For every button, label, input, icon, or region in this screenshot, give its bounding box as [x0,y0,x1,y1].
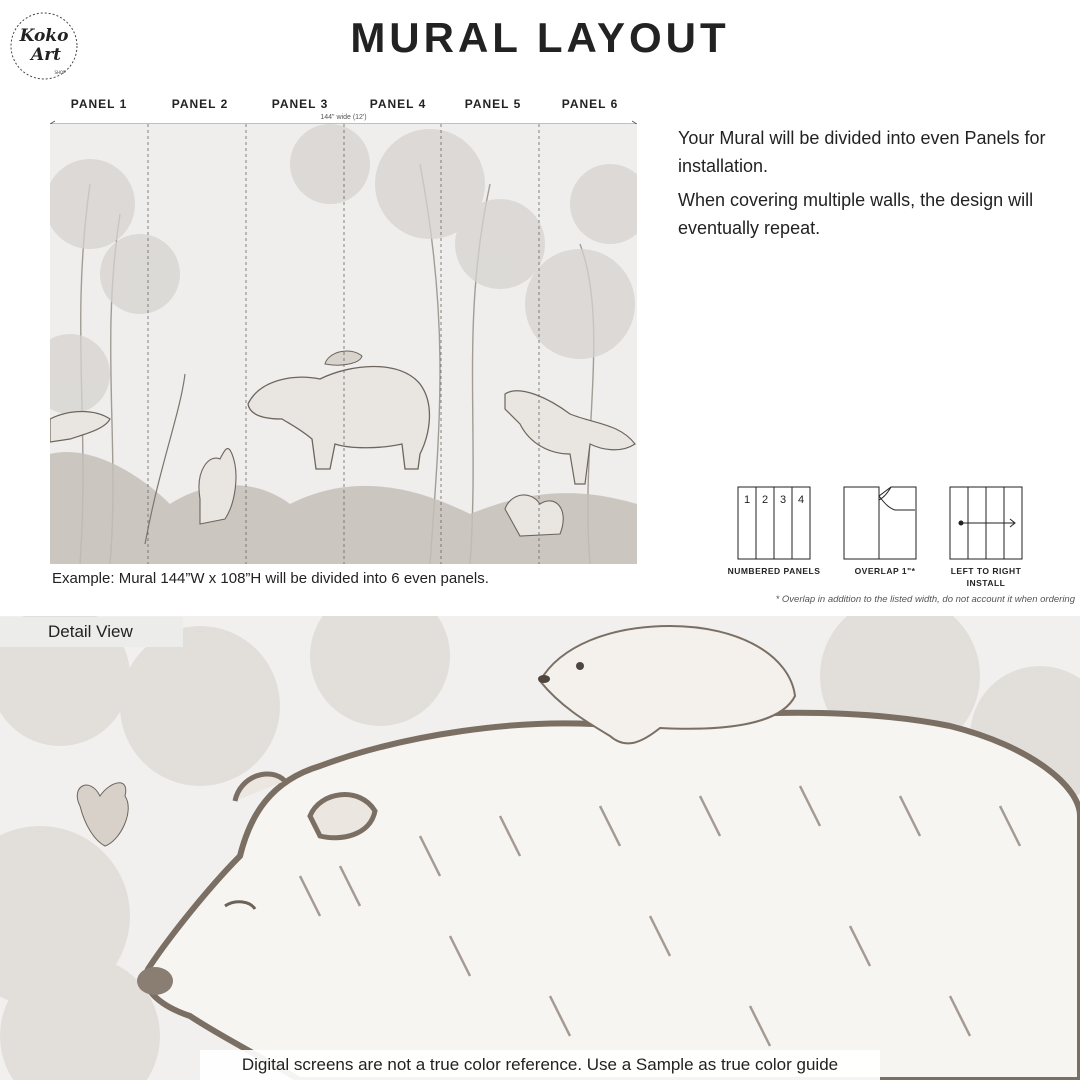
panel-label: PANEL 6 [561,97,619,111]
install-step-label: LEFT TO RIGHT INSTALL [950,566,1022,588]
example-caption: Example: Mural 144”W x 108”H will be divided into 6 even panels. [52,570,489,587]
logo-word-art: Art [31,45,61,65]
logo-word-koko: Koko [19,26,69,46]
install-step-label: NUMBERED PANELS [727,566,821,576]
overlap-icon [843,486,917,560]
panel-label: PANEL 5 [464,97,522,111]
panel-label: PANEL 3 [271,97,329,111]
description-paragraph: When covering multiple walls, the design will eventually repeat. [678,190,1034,238]
overlap-footnote: * Overlap in addition to the listed width, do not account it when ordering [775,594,1075,605]
panel-label: PANEL 1 [70,97,128,111]
panel-number: 3 [779,494,787,506]
panel-number: 1 [743,494,751,506]
page-title: MURAL LAYOUT [350,14,730,61]
panel-number: 4 [797,494,805,506]
detail-view-label: Detail View [0,617,183,647]
mural-preview [50,124,637,564]
description-paragraph: Your Mural will be divided into even Panels for installation. [678,128,1046,176]
panel-label: PANEL 2 [171,97,229,111]
panel-number: 2 [761,494,769,506]
panel-label: PANEL 4 [369,97,427,111]
detail-view-image [0,616,1080,1080]
numbered-panels-icon [737,486,811,560]
logo-word-shop: SHOP [54,70,66,75]
install-step-label: OVERLAP 1"* [854,566,916,576]
description-block [678,124,1073,248]
left-to-right-icon [949,486,1023,560]
width-label: 144" wide (12') [320,114,367,121]
color-disclaimer: Digital screens are not a true color reference. Use a Sample as true color guide [200,1050,880,1080]
